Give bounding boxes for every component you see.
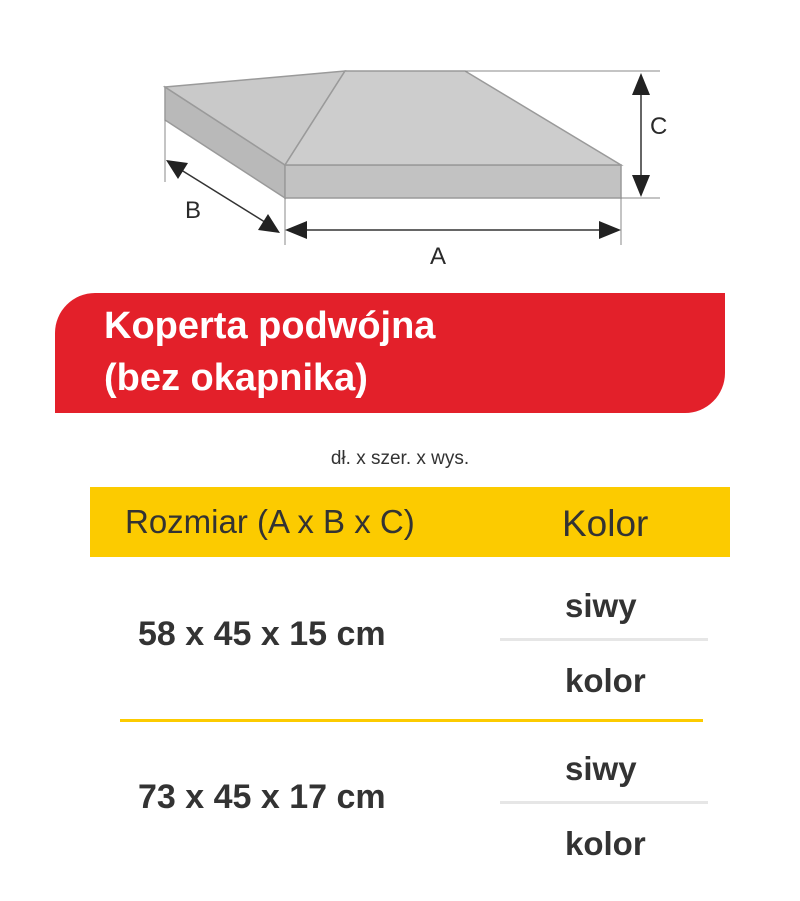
product-title: Koperta podwójna (bez okapnika) [104, 305, 436, 399]
product-dimension-diagram [0, 0, 800, 290]
row-1-color-2: kolor [565, 662, 646, 699]
dimension-c-arrow-bottom [632, 175, 650, 197]
row-2-size: 73 x 45 x 17 cm [138, 778, 386, 816]
row-divider [120, 719, 703, 722]
row-1-size: 58 x 45 x 15 cm [138, 615, 386, 653]
row-2-color-1: siwy [565, 750, 637, 787]
column-header-color: Kolor [562, 503, 649, 544]
dimension-b-arrow-top [166, 160, 188, 179]
row-1-color-1: siwy [565, 587, 637, 624]
dimension-a-label: A [430, 243, 447, 270]
dimension-c-arrow-top [632, 73, 650, 95]
dimension-a-arrow-left [285, 221, 307, 239]
row-2-color-divider [500, 801, 708, 804]
roof-front-facet [285, 71, 621, 165]
dimension-b-label: B [185, 197, 202, 224]
dimension-c-label: C [650, 113, 668, 140]
column-header-size: Rozmiar (A x B x C) [125, 503, 415, 540]
row-1-color-divider [500, 638, 708, 641]
row-2-color-2: kolor [565, 825, 646, 862]
dimension-b-arrow-bottom [258, 214, 280, 233]
dimension-a-arrow-right [599, 221, 621, 239]
slab-front-face [285, 165, 621, 198]
dimension-legend: dł. x szer. x wys. [330, 448, 470, 469]
